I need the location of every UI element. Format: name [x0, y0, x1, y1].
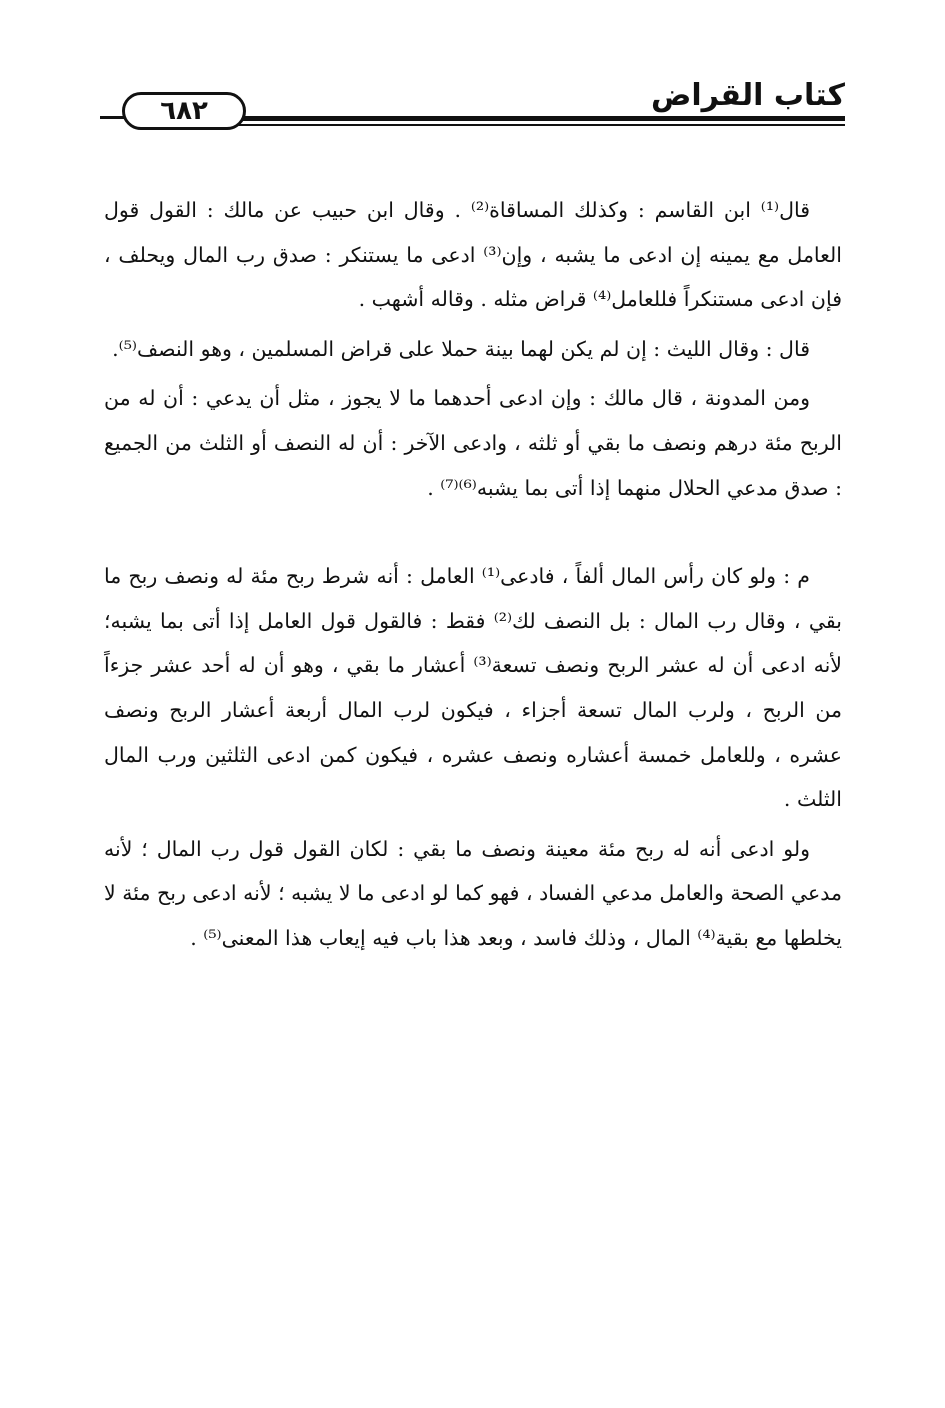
- header-rule: [160, 116, 845, 121]
- paragraph-4: م : ولو كان رأس المال ألفاً ، فادعى⁽¹⁾ العامل : أنه شرط ربح مئة له ونصف ربح ما بقي ، وقال رب المال : بل النصف لك⁽²⁾ فقط : فالقول قول العامل إذا أتى بما يشبه؛ لأنه ادعى أن له عشر الربح ونصف تسعة⁽³⁾ أعشار ما بقي ، وهو أن له أحد عشر جزءاً من الربح ، ولرب المال تسعة أجزاء ، فيكون لرب المال أربعة أعشار الربح ونصف عشره ، وللعامل خمسة أعشاره ونصف عشره ، فيكون كمن ادعى الثلثين ورب المال الثلث .: [104, 564, 842, 812]
- paragraph-5: ولو ادعى أنه له ربح مئة معينة ونصف ما بقي : لكان القول قول رب المال ؛ لأنه مدعي الصحة والعامل مدعي الفساد ، فهو كما لو ادعى ما لا يشبه ؛ لأنه ادعى ربح مئة لا يخلطها مع بقية⁽⁴⁾ المال ، وذلك فاسد ، وبعد هذا باب فيه إيعاب هذا المعنى⁽⁵⁾ .: [104, 836, 842, 950]
- paragraph-2: قال : وقال الليث : إن لم يكن لهما بينة حملا على قراض المسلمين ، وهو النصف⁽⁵⁾.: [112, 336, 810, 361]
- page-number: ٦٨٢: [122, 92, 246, 130]
- book-title: كتاب القراض: [651, 78, 845, 113]
- page-number-badge: [122, 92, 244, 128]
- paragraph-3: ومن المدونة ، قال مالك : وإن ادعى أحدهما ما لا يجوز ، مثل أن يدعي : أن له من الربح مئة درهم ونصف ما بقي أو ثلثه ، وادعى الآخر : أن له النصف أو الثلث من الجميع : صدق مدعي الحلال منهما إذا أتى بما يشبه⁽⁶⁾⁽⁷⁾ .: [104, 386, 842, 500]
- paragraph-1: قال⁽¹⁾ ابن القاسم : وكذلك المساقاة⁽²⁾ . وقال ابن حبيب عن مالك : القول قول العامل مع يمينه إن ادعى ما يشبه ، وإن⁽³⁾ ادعى ما يستنكر : صدق رب المال ويحلف ، فإن ادعى مستنكراً فللعامل⁽⁴⁾ قراض مثله . وقاله أشهب .: [104, 198, 843, 312]
- header-rule-thin: [160, 124, 845, 126]
- body-text: [104, 188, 842, 961]
- page-header: [100, 78, 845, 132]
